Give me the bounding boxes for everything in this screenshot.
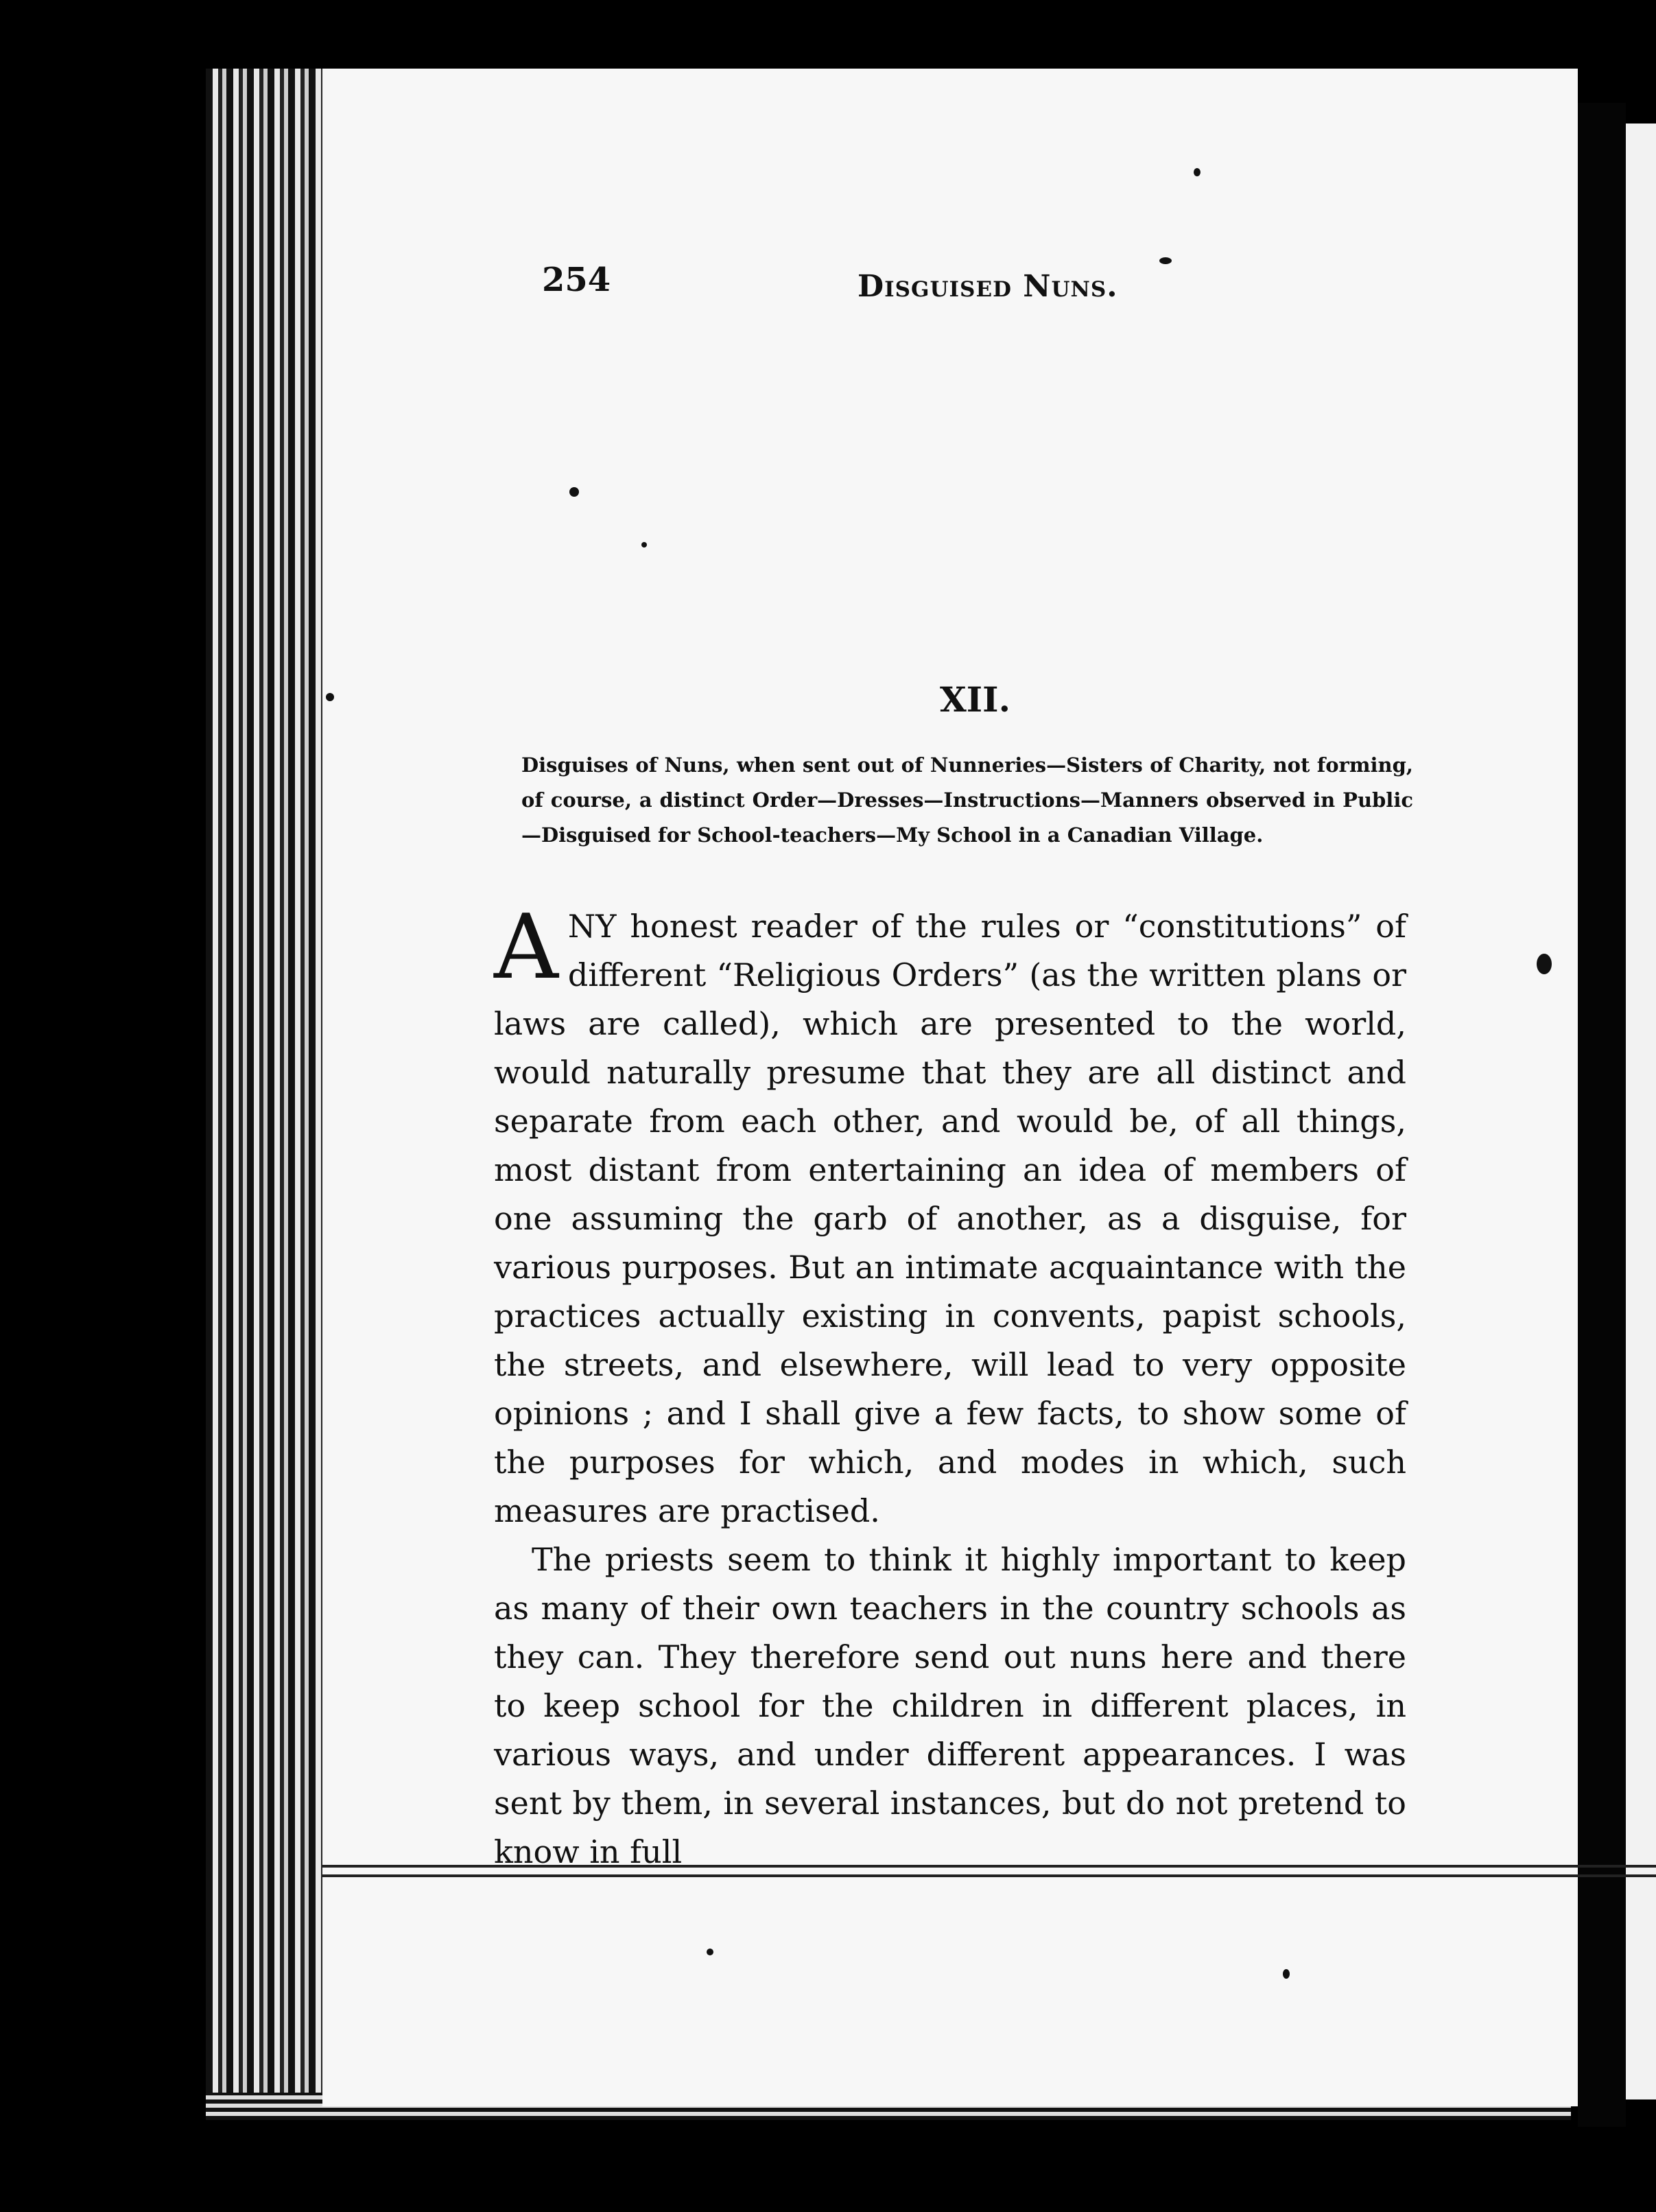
drop-cap: A [494, 895, 558, 999]
running-title: Disguised Nuns. [857, 269, 1118, 304]
chapter-summary: Disguises of Nuns, when sent out of Nunneries—Sisters of Charity, not forming, of course, a distinct Order—Dresses—Instructions—Manners observed in Public—Disguised for School-teachers—My School in a Canadian Village. [521, 753, 1413, 847]
scan-speck [569, 487, 579, 497]
paragraph-2: The priests seem to think it highly important to keep as many of their own teachers in the country schools as they can. They therefore send out nuns here and there to keep school for the children in different places, in various ways, and under different appearances. I was sent by them, in several instances, but do not pretend to know in full [494, 1541, 1406, 1870]
body-text [494, 895, 1406, 1876]
chapter-number: XII. [940, 679, 1010, 720]
next-page-edge [1626, 123, 1656, 2099]
paragraph-1-text: honest reader of the rules or “constitutions” of different “Religious Orders” (as the written plans or laws are called), which are presented to the world, would naturally presume that they are all distinct and separate from each other, and would be, of all things, most distant from entertaining an idea of members of one assuming the garb of another, as a disguise, for various purposes. But an intimate acquaintance with the practices actually existing in convents, papist schools, the streets, and elsewhere, will lead to very opposite opinions ; and I shall give a few facts, to show some of the purposes for which, and modes in which, such measures are practised. [494, 908, 1406, 1529]
page-number: 254 [542, 261, 611, 299]
scan-speck [641, 542, 647, 548]
scan-speck [707, 1949, 713, 1955]
scan-speck [1283, 1969, 1290, 1979]
paragraph-1 [494, 895, 1406, 1536]
book-binding [1578, 103, 1626, 2127]
scan-speck [1537, 954, 1552, 974]
scan-speck [1194, 168, 1200, 176]
scan-speck [326, 693, 334, 701]
paragraph-1-lead: NY [567, 908, 617, 945]
page-stack-edge [206, 69, 329, 2113]
scan-speck [1159, 257, 1172, 264]
